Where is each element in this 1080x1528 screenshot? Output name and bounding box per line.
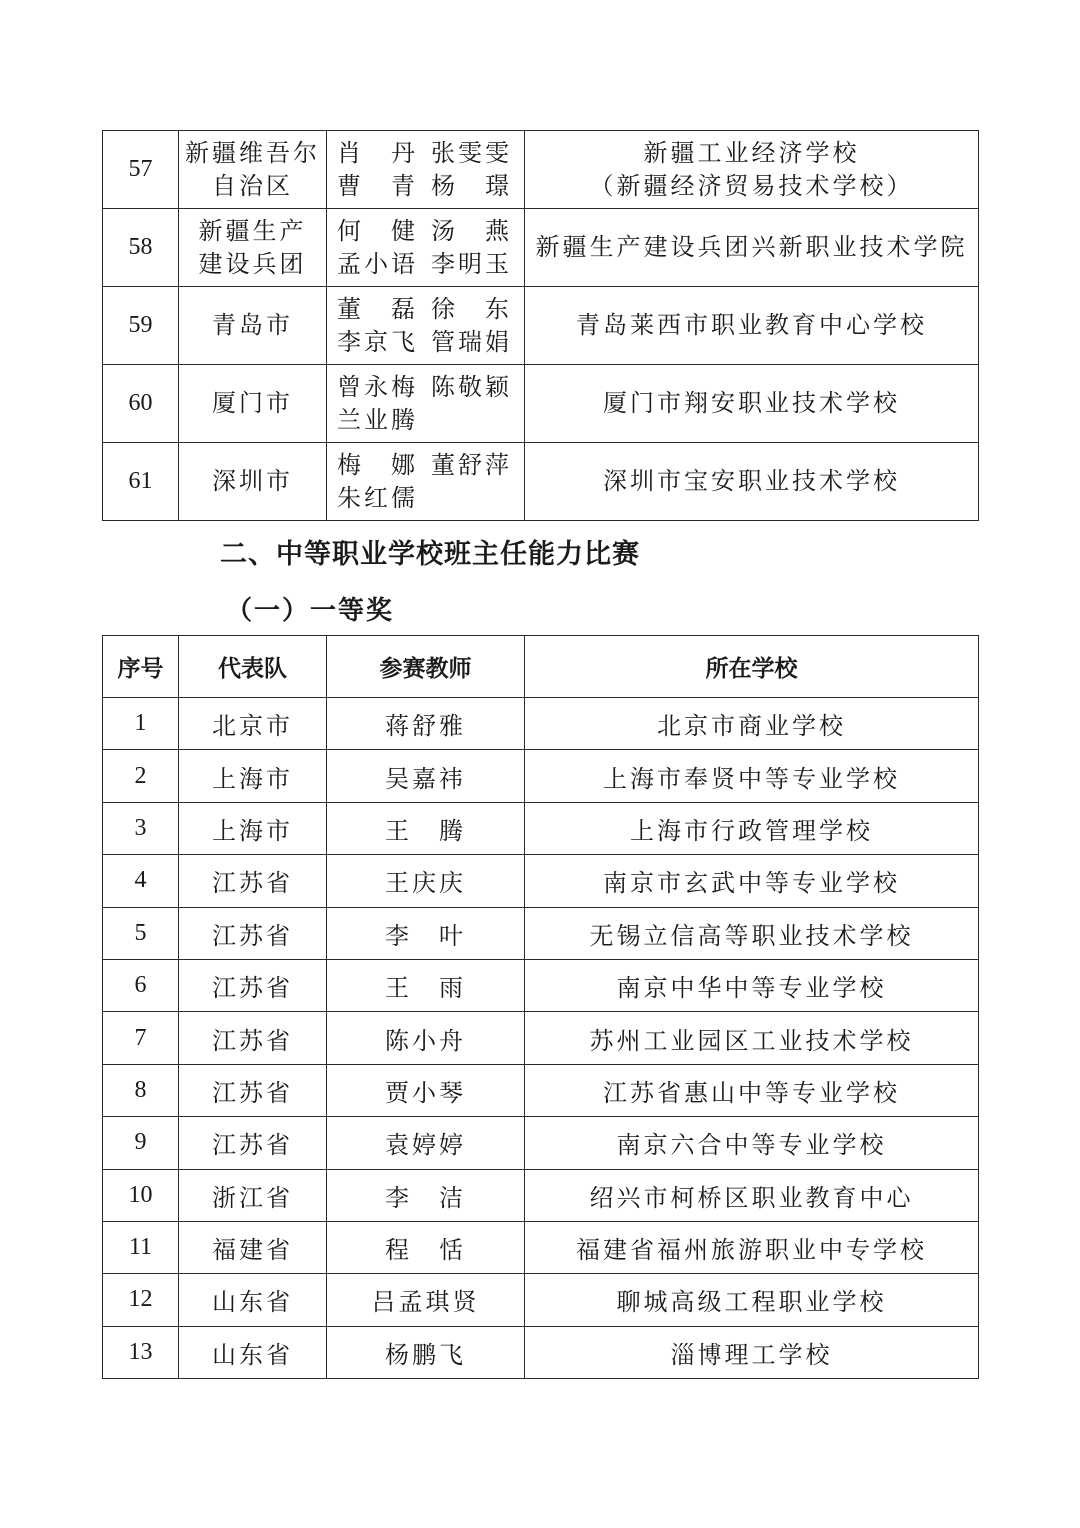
teacher-name: 朱红儒	[337, 483, 418, 512]
award-subheading: （一）一等奖	[226, 596, 395, 626]
teacher-cell: 蒋舒雅	[327, 698, 525, 750]
team-cell: 江苏省	[179, 1064, 327, 1116]
teacher-cell: 袁婷婷	[327, 1117, 525, 1169]
table-row	[103, 907, 979, 959]
header-school: 所在学校	[525, 636, 979, 698]
teacher-name: 李明玉	[431, 249, 512, 278]
team-cell: 北京市	[179, 698, 327, 750]
team-cell	[179, 131, 327, 209]
header-team: 代表队	[179, 636, 327, 698]
teacher-cell: 李 洁	[327, 1169, 525, 1221]
school-cell: 淄博理工学校	[525, 1326, 979, 1378]
teacher-cell: 王庆庆	[327, 855, 525, 907]
team-cell: 江苏省	[179, 855, 327, 907]
teacher-cell: 贾小琴	[327, 1064, 525, 1116]
row-number: 8	[103, 1064, 179, 1116]
teacher-name: 梅 娜	[337, 450, 418, 479]
team-cell: 浙江省	[179, 1169, 327, 1221]
row-number: 5	[103, 907, 179, 959]
teacher-cell: 吴嘉祎	[327, 750, 525, 802]
row-number: 59	[103, 287, 179, 365]
table-row	[103, 1012, 979, 1064]
table-row	[103, 443, 979, 521]
teacher-cell: 李 叶	[327, 907, 525, 959]
section-heading: 二、中等职业学校班主任能力比赛	[220, 539, 640, 570]
team-cell	[179, 365, 327, 443]
school-cell: 江苏省惠山中等专业学校	[525, 1064, 979, 1116]
teacher-name: 孟小语	[337, 249, 418, 278]
table-row	[103, 131, 979, 209]
teacher-name: 曾永梅	[337, 372, 418, 401]
table-row	[103, 1326, 979, 1378]
table-row	[103, 209, 979, 287]
school-cell	[525, 443, 979, 521]
row-number: 58	[103, 209, 179, 287]
teacher-name: 李京飞	[337, 327, 418, 356]
team-line: 自治区	[212, 171, 293, 200]
team-cell: 江苏省	[179, 1117, 327, 1169]
table-row	[103, 1274, 979, 1326]
teacher-name: 徐 东	[431, 294, 512, 323]
row-number: 7	[103, 1012, 179, 1064]
team-line: 新疆维吾尔	[185, 138, 320, 167]
team-cell: 江苏省	[179, 1012, 327, 1064]
school-cell	[525, 209, 979, 287]
team-cell: 江苏省	[179, 907, 327, 959]
teacher-name: 张雯雯	[431, 138, 512, 167]
team-cell: 上海市	[179, 802, 327, 854]
continued-award-table	[102, 130, 979, 521]
team-cell: 上海市	[179, 750, 327, 802]
teacher-name: 何 健	[337, 216, 418, 245]
teacher-name: 杨 璟	[431, 171, 512, 200]
table-row	[103, 750, 979, 802]
school-cell	[525, 131, 979, 209]
table-row	[103, 855, 979, 907]
row-number: 10	[103, 1169, 179, 1221]
team-cell: 福建省	[179, 1221, 327, 1273]
teachers-cell	[327, 131, 525, 209]
row-number: 60	[103, 365, 179, 443]
team-cell	[179, 443, 327, 521]
school-line: 厦门市翔安职业技术学校	[603, 389, 900, 417]
table-header-row	[103, 636, 979, 698]
teachers-cell	[327, 365, 525, 443]
school-cell	[525, 287, 979, 365]
row-number: 3	[103, 802, 179, 854]
school-cell: 南京六合中等专业学校	[525, 1117, 979, 1169]
teachers-cell	[327, 209, 525, 287]
team-line: 新疆生产	[198, 216, 307, 245]
team-line: 青岛市	[212, 311, 293, 339]
school-line: 新疆生产建设兵团兴新职业技术学院	[535, 233, 968, 261]
teacher-name: 兰业腾	[337, 405, 418, 434]
team-line: 深圳市	[212, 467, 293, 495]
teacher-cell: 王 腾	[327, 802, 525, 854]
school-cell: 南京市玄武中等专业学校	[525, 855, 979, 907]
team-line: 厦门市	[212, 389, 293, 417]
teachers-cell	[327, 443, 525, 521]
teacher-name: 汤 燕	[431, 216, 512, 245]
team-cell: 山东省	[179, 1274, 327, 1326]
table-row	[103, 1221, 979, 1273]
school-line: 新疆工业经济学校	[643, 138, 860, 167]
school-cell: 绍兴市柯桥区职业教育中心	[525, 1169, 979, 1221]
school-cell: 南京中华中等专业学校	[525, 959, 979, 1011]
school-cell: 上海市奉贤中等专业学校	[525, 750, 979, 802]
teacher-name: 董 磊	[337, 294, 418, 323]
teacher-name: 董舒萍	[431, 450, 512, 479]
header-teacher: 参赛教师	[327, 636, 525, 698]
team-cell: 江苏省	[179, 959, 327, 1011]
team-line: 建设兵团	[198, 249, 307, 278]
team-cell	[179, 287, 327, 365]
teacher-cell: 王 雨	[327, 959, 525, 1011]
school-cell: 上海市行政管理学校	[525, 802, 979, 854]
teacher-cell: 杨鹏飞	[327, 1326, 525, 1378]
school-cell: 福建省福州旅游职业中专学校	[525, 1221, 979, 1273]
row-number: 4	[103, 855, 179, 907]
school-cell: 聊城高级工程职业学校	[525, 1274, 979, 1326]
table-row	[103, 365, 979, 443]
table-row	[103, 698, 979, 750]
row-number: 13	[103, 1326, 179, 1378]
teacher-name: 曹 青	[337, 171, 418, 200]
table-row	[103, 1169, 979, 1221]
teacher-cell: 程 恬	[327, 1221, 525, 1273]
teacher-name: 肖 丹	[337, 138, 418, 167]
school-cell: 北京市商业学校	[525, 698, 979, 750]
school-cell	[525, 365, 979, 443]
school-line: （新疆经济贸易技术学校）	[589, 171, 914, 200]
header-no: 序号	[103, 636, 179, 698]
school-line: 青岛莱西市职业教育中心学校	[576, 311, 927, 339]
table-row	[103, 287, 979, 365]
team-cell: 山东省	[179, 1326, 327, 1378]
teacher-name: 管瑞娟	[431, 327, 512, 356]
row-number: 2	[103, 750, 179, 802]
row-number: 57	[103, 131, 179, 209]
table-row	[103, 959, 979, 1011]
row-number: 9	[103, 1117, 179, 1169]
row-number: 12	[103, 1274, 179, 1326]
table-row	[103, 1064, 979, 1116]
school-line: 深圳市宝安职业技术学校	[603, 467, 900, 495]
school-cell: 无锡立信高等职业技术学校	[525, 907, 979, 959]
teachers-cell	[327, 287, 525, 365]
school-cell: 苏州工业园区工业技术学校	[525, 1012, 979, 1064]
row-number: 1	[103, 698, 179, 750]
teacher-cell: 陈小舟	[327, 1012, 525, 1064]
table-row	[103, 802, 979, 854]
team-cell	[179, 209, 327, 287]
teacher-name: 陈敬颖	[431, 372, 512, 401]
table-row	[103, 1117, 979, 1169]
row-number: 6	[103, 959, 179, 1011]
row-number: 11	[103, 1221, 179, 1273]
row-number: 61	[103, 443, 179, 521]
teacher-cell: 吕孟琪贤	[327, 1274, 525, 1326]
first-prize-table	[102, 635, 979, 1379]
